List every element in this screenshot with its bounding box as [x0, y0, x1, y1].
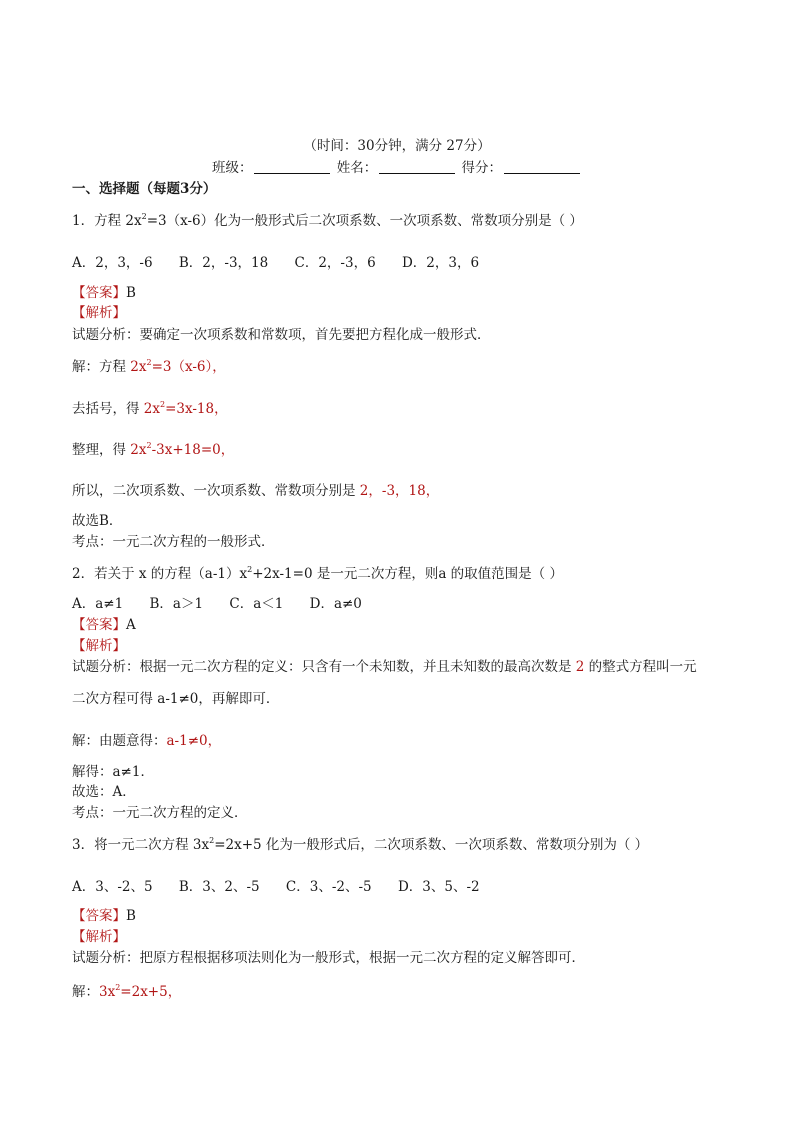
score-label: 得分：	[461, 160, 503, 176]
answer-tag: 【答案】	[72, 617, 126, 633]
time-score-line: （时间：30分钟，满分 27分）	[303, 138, 491, 154]
q2-step-1: 解：由题意得：a-1≠0，	[72, 733, 222, 749]
q2-option-a: A．a≠1	[72, 596, 124, 612]
q3-stem: 3．将一元二次方程 $3x^2=2x+5$ 化为一般形式后，二次项系数、一次项系数、常数项分别为（ ）	[72, 836, 649, 853]
q1-analysis: 试题分析：要确定一次项系数和常数项，首先要把方程化成一般形式．	[72, 327, 491, 343]
q1-analysis-tag: 【解析】	[72, 305, 126, 321]
q3-option-a: A．3、-2、5	[72, 879, 153, 895]
q3-options	[72, 878, 480, 896]
class-blank[interactable]	[254, 160, 330, 174]
q1-answer-value: B	[126, 285, 136, 301]
q3-option-c: C．3、-2、-5	[285, 879, 372, 895]
class-label: 班级：	[211, 160, 253, 176]
q2-option-d: D．a≠0	[309, 596, 362, 612]
q1-knowledge-point: 考点：一元二次方程的一般形式．	[72, 534, 275, 550]
name-blank[interactable]	[379, 160, 455, 174]
q2-option-b: B．a＞1	[149, 596, 204, 612]
q2-stem: 2．若关于 x 的方程$(a-1)x^2+2x-1=0$ 是一元二次方程，则a 的取值范围是（ ）	[72, 565, 563, 582]
q2-options	[72, 595, 362, 613]
q2-analysis-tag: 【解析】	[72, 638, 126, 654]
q2-step-2: 解得：a≠1．	[72, 764, 154, 780]
name-label: 姓名：	[336, 160, 378, 176]
q1-stem: 1．方程 $2x^2=3(x-6)$化为一般形式后二次项系数、一次项系数、常数项分别是（ ）	[72, 212, 583, 229]
answer-tag: 【答案】	[72, 285, 126, 301]
q2-answer-value: A	[126, 617, 136, 633]
q2-answer	[72, 616, 136, 634]
q3-answer-value: B	[126, 908, 136, 924]
q1-option-a: A．2，3，-6	[72, 255, 153, 271]
q1-step-3: 整理，得 $2x^2-3x+18=0$，	[72, 441, 235, 458]
q1-option-d: D．2，3，6	[401, 255, 480, 271]
q1-option-c: C．2，-3，6	[294, 255, 376, 271]
q3-analysis-tag: 【解析】	[72, 929, 126, 945]
q1-step-2: 去括号，得 $2x^2=3x-18$，	[72, 400, 228, 417]
q3-step-1: 解：$3x^2=2x+5$，	[72, 983, 182, 1000]
answer-tag: 【答案】	[72, 908, 126, 924]
student-info-line	[0, 159, 794, 177]
q3-answer	[72, 907, 136, 925]
section-title: 一、选择题（每题3分）	[72, 181, 217, 197]
q2-option-c: C．a＜1	[229, 596, 284, 612]
q3-option-b: B．3、2、-5	[178, 879, 260, 895]
q1-option-b: B．2，-3，18	[178, 255, 269, 271]
q1-step-1: 解：方程 $2x^2=3(x-6)$，	[72, 358, 226, 375]
q2-choice: 故选：A．	[72, 784, 136, 800]
q2-analysis-cont: 二次方程可得 a-1≠0，再解即可．	[72, 691, 280, 707]
q1-answer	[72, 284, 136, 302]
q3-option-d: D．3、5、-2	[397, 879, 480, 895]
score-blank[interactable]	[504, 160, 580, 174]
q2-knowledge-point: 考点：一元二次方程的定义．	[72, 805, 248, 821]
q1-options	[72, 254, 479, 272]
q1-choice: 故选B．	[72, 513, 123, 529]
q3-analysis: 试题分析：把原方程根据移项法则化为一般形式，根据一元二次方程的定义解答即可．	[72, 950, 585, 966]
q2-analysis: 试题分析：根据一元二次方程的定义：只含有一个未知数，并且未知数的最高次数是 2 的整式方程叫一元	[72, 659, 697, 675]
q1-step-4: 所以，二次项系数、一次项系数、常数项分别是 2，-3，18，	[72, 483, 440, 499]
